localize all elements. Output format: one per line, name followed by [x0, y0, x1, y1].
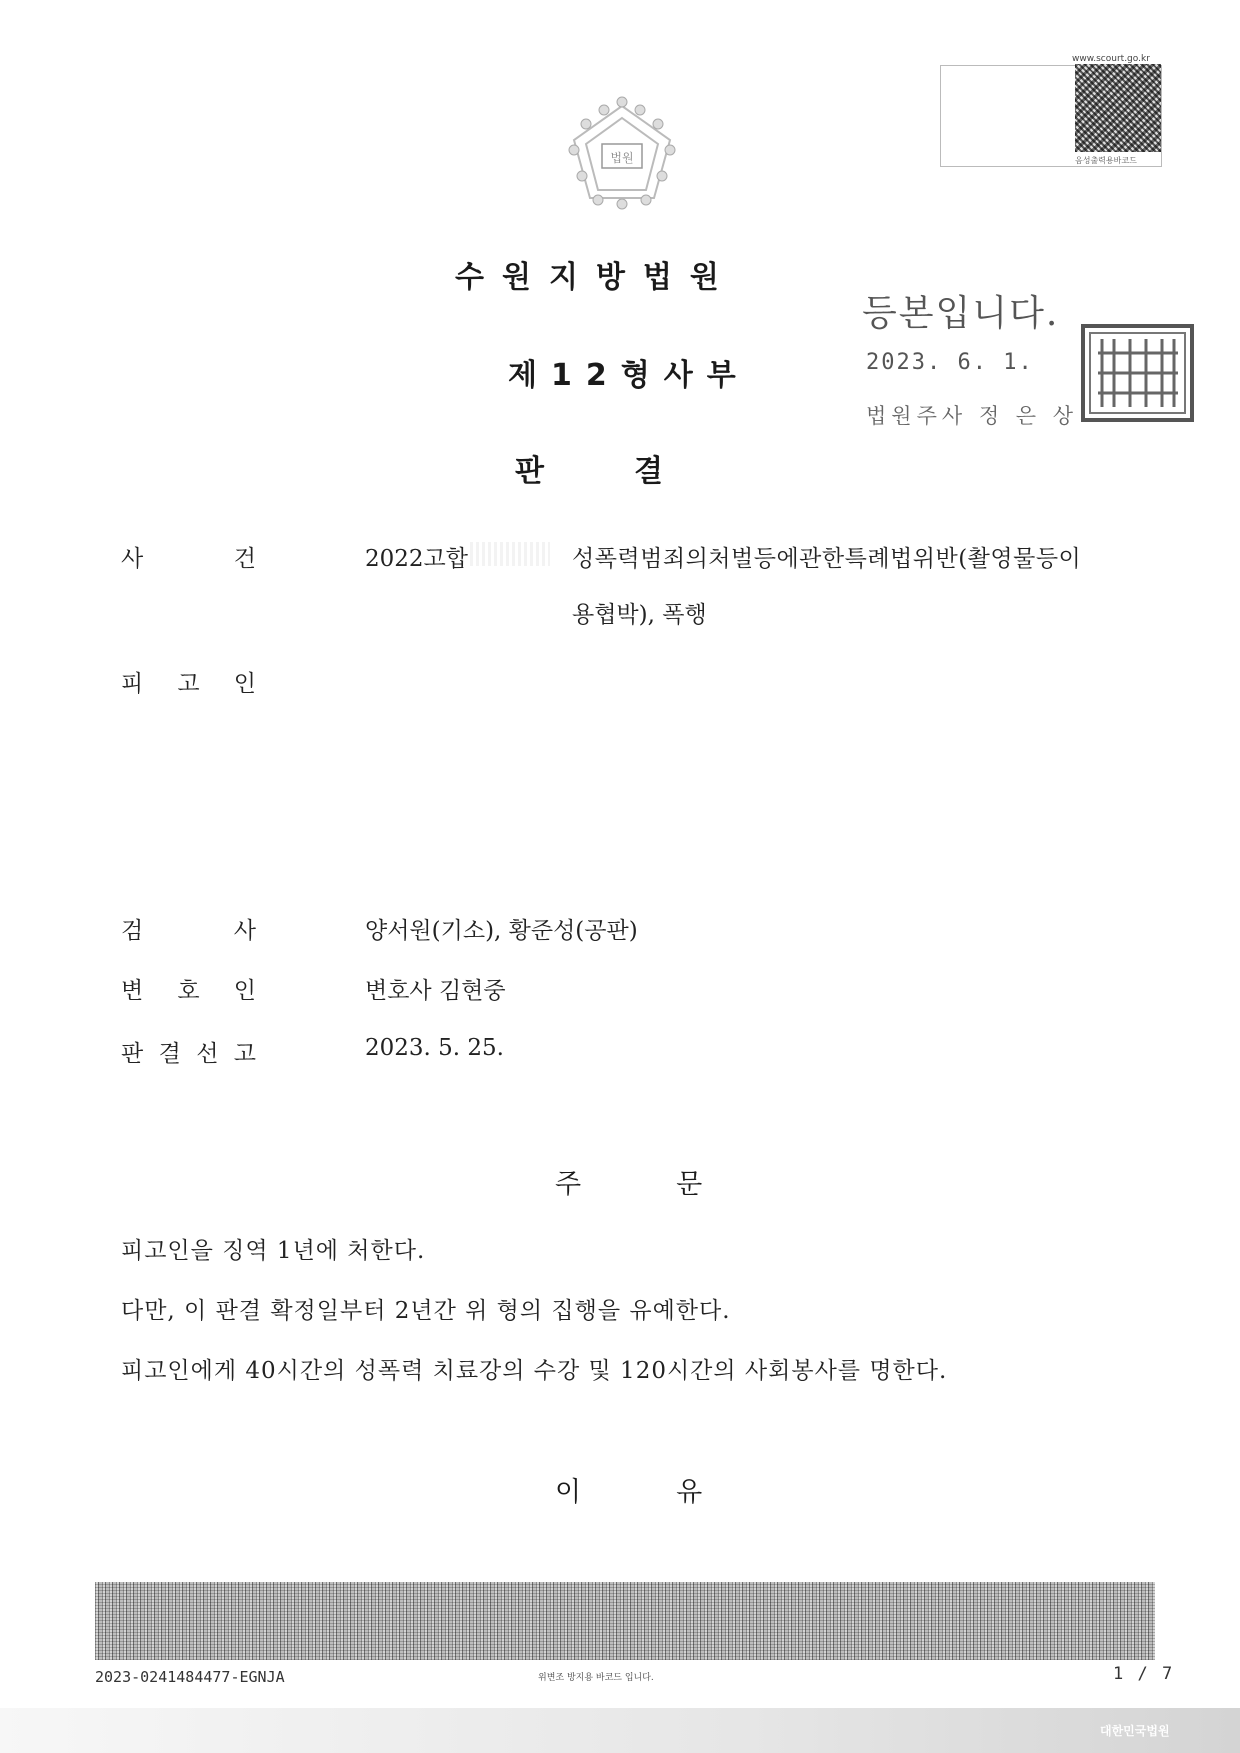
court-emblem-icon	[562, 88, 682, 213]
page-number: 1 / 7	[1113, 1664, 1175, 1684]
prosecutor-label: 검 사	[121, 918, 256, 944]
division-name: 제12형사부	[508, 358, 750, 393]
case-number: 2022고합	[365, 546, 468, 572]
defendant-label: 피 고 인	[121, 671, 256, 697]
counsel-value: 변호사 김현중	[365, 978, 506, 1004]
footer-organization: 대한민국법원	[1100, 1724, 1170, 1738]
qr-caption: 음성출력용바코드	[1075, 156, 1137, 165]
qr-url: www.scourt.go.kr	[1072, 54, 1150, 64]
reason-heading: 이유	[555, 1477, 798, 1508]
prosecutor-value: 양서원(기소), 황준성(공판)	[365, 918, 638, 944]
order-line: 피고인에게 40시간의 성폭력 치료강의 수강 및 120시간의 사회봉사를 명한다.	[121, 1358, 948, 1384]
case-label: 사 건	[121, 546, 256, 572]
svg-text:법원: 법원	[610, 151, 634, 165]
official-seal-icon	[1080, 323, 1195, 423]
case-title-line2: 용협박), 폭행	[572, 602, 707, 628]
anti-forgery-barcode	[95, 1582, 1155, 1660]
case-title-line1: 성폭력범죄의처벌등에관한특례법위반(촬영물등이	[572, 546, 1082, 572]
order-heading: 주문	[555, 1169, 798, 1200]
sentence-date-label: 판 결 선 고	[121, 1041, 256, 1067]
certifying-clerk: 법원주사 정 은 상	[866, 404, 1079, 428]
qr-code	[1075, 64, 1161, 152]
sentence-date-value: 2023. 5. 25.	[365, 1035, 504, 1061]
barcode-note: 위변조 방지용 바코드 입니다.	[538, 1673, 654, 1683]
document-id: 2023-0241484477-EGNJA	[95, 1668, 285, 1686]
footer-bar	[0, 1708, 1240, 1753]
case-number-redaction	[470, 542, 550, 566]
order-line: 다만, 이 판결 확정일부터 2년간 위 형의 집행을 유예한다.	[121, 1298, 731, 1324]
order-line: 피고인을 징역 1년에 처한다.	[121, 1238, 426, 1264]
court-name: 수원지방법원	[455, 260, 737, 295]
counsel-label: 변 호 인	[121, 978, 256, 1004]
certified-copy-text: 등본입니다.	[862, 293, 1060, 334]
document-type: 판결	[515, 454, 753, 489]
certified-copy-date: 2023. 6. 1.	[866, 350, 1034, 375]
